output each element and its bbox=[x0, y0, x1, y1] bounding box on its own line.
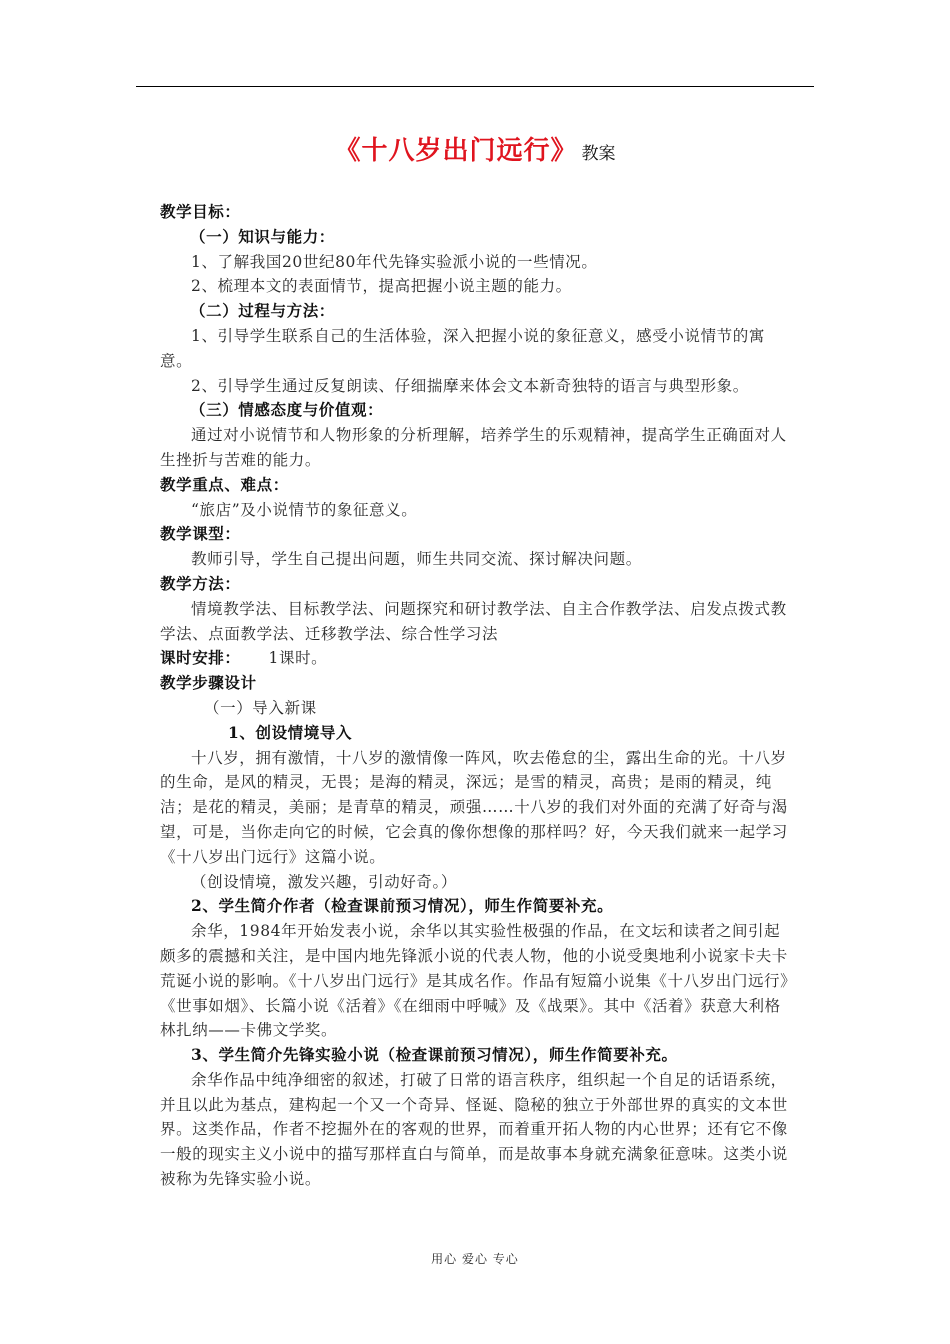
step1-sub2: 2、学生简介作者（检查课前预习情况），师生作简要补充。 bbox=[191, 896, 614, 916]
step1-heading: （一）导入新课 bbox=[204, 698, 317, 717]
header-rule bbox=[136, 86, 814, 87]
document-title bbox=[0, 130, 950, 167]
goal1-item2: 2、梳理本文的表面情节，提高把握小说主题的能力。 bbox=[191, 277, 572, 296]
steps-heading: 教学步骤设计 bbox=[160, 673, 257, 693]
teaching-method-text: 情境教学法、目标教学法、问题探究和研讨教学法、自主合作教学法、启发点拨式教学法、点面教学法、迁移教学法、综合性学习法 bbox=[160, 599, 787, 643]
class-hours-heading: 课时安排： bbox=[160, 648, 241, 668]
step1-sub3: 3、学生简介先锋实验小说（检查课前预习情况），师生作简要补充。 bbox=[191, 1045, 678, 1065]
step1-note: （创设情境，激发兴趣，引动好奇。） bbox=[191, 872, 457, 891]
key-points-heading: 教学重点、难点： bbox=[160, 474, 289, 494]
step1-para3: 余华作品中纯净细密的叙述，打破了日常的语言秩序，组织起一个自足的话语系统，并且以此为基点，建构起一个又一个奇异、怪诞、隐秘的独立于外部世界的真实的文本世界。这类作品，作者不挖掘外在的客观的世界，而着重开拓人物的内心世界；还有它不像一般的现实主义小说中的描写那样直白与简单，而是故事本身就充满象征意味。这类小说被称为先锋实验小说。 bbox=[160, 1070, 788, 1189]
goal1-item1: 1、了解我国20世纪80年代先锋实验派小说的一些情况。 bbox=[191, 252, 598, 271]
teaching-method-heading: 教学方法： bbox=[160, 573, 241, 593]
title-main: 《十八岁出门远行》 bbox=[334, 136, 578, 166]
goal1-heading: （一）知识与能力： bbox=[190, 226, 335, 246]
goals-heading: 教学目标： bbox=[160, 202, 241, 221]
goal2-item2: 2、引导学生通过反复朗读、仔细揣摩来体会文本新奇独特的语言与典型形象。 bbox=[191, 376, 749, 395]
goal3-text: 通过对小说情节和人物形象的分析理解，培养学生的乐观精神，提高学生正确面对人生挫折与苦难的能力。 bbox=[160, 426, 787, 469]
step1-para1: 十八岁，拥有激情，十八岁的激情像一阵风，吹去倦怠的尘，露出生命的光。十八岁的生命，是风的精灵，无畏；是海的精灵，深远；是雪的精灵，高贵；是雨的精灵，纯洁；是花的精灵，美丽；是青草的精灵，顽强……十八岁的我们对外面的充满了好奇与渴望，可是，当你走向它的时候，它会真的像你想像的那样吗？好，今天我们就来一起学习《十八岁出门远行》这篇小说。 bbox=[160, 748, 788, 866]
page-footer: 用心 爱心 专心 bbox=[431, 1252, 519, 1266]
goal2-heading: （二）过程与方法： bbox=[190, 301, 335, 321]
lesson-type-heading: 教学课型： bbox=[160, 524, 241, 544]
step1-para2: 余华，1984年开始发表小说，余华以其实验性极强的作品，在文坛和读者之间引起颇多的震撼和关注，是中国内地先锋派小说的代表人物，他的小说受奥地利小说家卡夫卡荒诞小说的影响。《十八岁出门远行》是其成名作。作品有短篇小说集《十八岁出门远行》《世事如烟》、长篇小说《活着》《在细雨中呼喊》及《战栗》。其中《活着》获意大利格林扎纳——卡佛文学奖。 bbox=[160, 922, 789, 1040]
step1-sub1: 1、创设情境导入 bbox=[228, 722, 353, 742]
class-hours-text: 1课时。 bbox=[268, 649, 328, 668]
goal3-heading: （三）情感态度与价值观： bbox=[190, 400, 384, 420]
class-hours-row bbox=[160, 646, 792, 671]
key-points-text: “旅店”及小说情节的象征意义。 bbox=[191, 500, 418, 519]
lesson-type-text: 教师引导，学生自己提出问题，师生共同交流、探讨解决问题。 bbox=[191, 550, 642, 569]
goal2-item1: 1、引导学生联系自己的生活体验，深入把握小说的象征意义，感受小说情节的寓意。 bbox=[160, 326, 765, 370]
title-sub: 教案 bbox=[581, 144, 616, 164]
document-body bbox=[160, 200, 792, 1192]
